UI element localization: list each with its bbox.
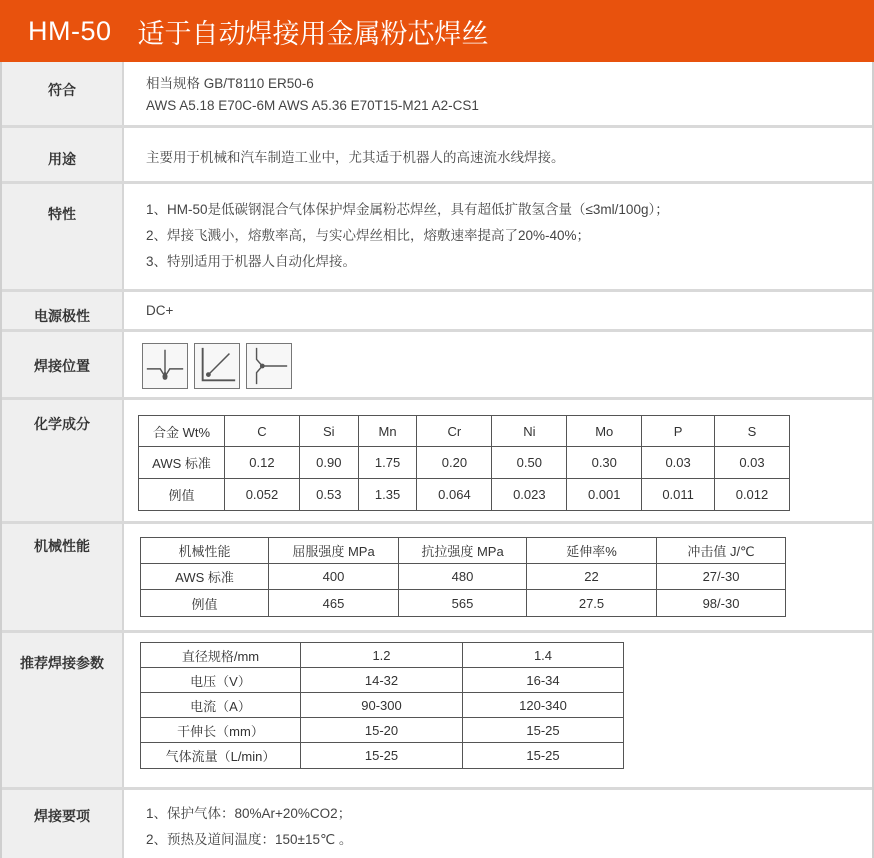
params-row — [141, 743, 624, 769]
label-position: 焊接位置 — [2, 332, 124, 397]
chem-cell: 0.03 — [714, 447, 789, 479]
features-line-2: 2、焊接飞溅小，熔敷率高，与实心焊丝相比，熔敷速率提高了20%-40%； — [146, 228, 591, 243]
param-cell: 气体流量（L/min） — [141, 743, 301, 769]
chem-cell: 0.023 — [492, 479, 567, 511]
chem-cell: 0.001 — [567, 479, 642, 511]
chem-header-cell: Mn — [358, 416, 417, 447]
row-mechanical — [2, 524, 872, 633]
notes-line-2: 2、预热及道间温度：150±15℃ 。 — [146, 832, 353, 847]
param-cell: 1.2 — [301, 643, 463, 668]
mech-header-cell: 屈服强度 MPa — [269, 538, 399, 564]
label-mechanical: 机械性能 — [2, 524, 124, 630]
mechanical-row — [141, 590, 786, 617]
mech-cell: 465 — [269, 590, 399, 617]
chem-cell: 0.30 — [567, 447, 642, 479]
params-row — [141, 668, 624, 693]
chem-header-cell: Mo — [567, 416, 642, 447]
param-cell: 电流（A） — [141, 693, 301, 718]
conform-line-1: 相当规格 GB/T8110 ER50-6 — [146, 76, 314, 91]
param-cell: 1.4 — [463, 643, 624, 668]
value-position — [124, 332, 872, 397]
chem-header-cell: Si — [299, 416, 358, 447]
value-mechanical — [124, 524, 872, 630]
conform-line-2: AWS A5.18 E70C-6M AWS A5.36 E70T15-M21 A2-CS1 — [146, 98, 479, 113]
row-conform — [2, 62, 872, 128]
param-cell: 120-340 — [463, 693, 624, 718]
polarity-line-1: DC+ — [146, 303, 174, 318]
param-cell: 16-34 — [463, 668, 624, 693]
chem-cell: 0.052 — [225, 479, 300, 511]
value-chemistry — [124, 400, 872, 521]
mech-cell: 98/-30 — [657, 590, 786, 617]
row-position — [2, 332, 872, 400]
params-row — [141, 643, 624, 668]
label-usage: 用途 — [2, 128, 124, 181]
param-cell: 15-25 — [463, 718, 624, 743]
label-features: 特性 — [2, 184, 124, 289]
mech-cell: 565 — [399, 590, 527, 617]
flat-weld-position-icon — [142, 343, 188, 389]
chem-cell: 0.011 — [642, 479, 715, 511]
param-cell: 直径规格/mm — [141, 643, 301, 668]
chem-cell: 例值 — [139, 479, 225, 511]
label-chemistry: 化学成分 — [2, 400, 124, 521]
params-row — [141, 693, 624, 718]
mech-cell: 480 — [399, 564, 527, 590]
params-row — [141, 718, 624, 743]
row-params — [2, 633, 872, 790]
chem-header-cell: Cr — [417, 416, 492, 447]
chemistry-row — [139, 479, 790, 511]
mech-header-cell: 冲击值 J/℃ — [657, 538, 786, 564]
row-notes — [2, 790, 872, 858]
param-cell: 15-25 — [301, 743, 463, 769]
value-polarity — [124, 292, 872, 329]
param-cell: 90-300 — [301, 693, 463, 718]
chem-cell: 1.75 — [358, 447, 417, 479]
mech-cell: AWS 标准 — [141, 564, 269, 590]
chem-cell: 1.35 — [358, 479, 417, 511]
spec-table — [0, 62, 874, 858]
value-notes — [124, 790, 872, 858]
chem-header-cell: Ni — [492, 416, 567, 447]
chem-header-cell: 合金 Wt% — [139, 416, 225, 447]
chem-cell: 0.50 — [492, 447, 567, 479]
mechanical-table — [140, 537, 786, 617]
value-features — [124, 184, 872, 289]
product-code: HM-50 — [28, 15, 112, 46]
params-table — [140, 642, 624, 769]
mech-cell: 27/-30 — [657, 564, 786, 590]
chemistry-table — [138, 415, 790, 511]
mech-header-cell: 机械性能 — [141, 538, 269, 564]
chem-cell: 0.012 — [714, 479, 789, 511]
row-features — [2, 184, 872, 292]
row-polarity — [2, 292, 872, 332]
chem-cell: AWS 标准 — [139, 447, 225, 479]
param-cell: 15-20 — [301, 718, 463, 743]
label-conform: 符合 — [2, 62, 124, 125]
chem-cell: 0.03 — [642, 447, 715, 479]
mechanical-row — [141, 564, 786, 590]
value-params — [124, 633, 872, 787]
label-notes: 焊接要项 — [2, 790, 124, 858]
chemistry-header-row — [139, 416, 790, 447]
chem-header-cell: P — [642, 416, 715, 447]
horizontal-fillet-position-icon — [194, 343, 240, 389]
mech-cell: 22 — [527, 564, 657, 590]
chem-header-cell: C — [225, 416, 300, 447]
label-polarity: 电源极性 — [2, 292, 124, 329]
mech-header-cell: 延伸率% — [527, 538, 657, 564]
chemistry-row — [139, 447, 790, 479]
mech-cell: 例值 — [141, 590, 269, 617]
param-cell: 干伸长（mm） — [141, 718, 301, 743]
row-chemistry — [2, 400, 872, 524]
value-conform — [124, 62, 872, 125]
row-usage — [2, 128, 872, 184]
param-cell: 15-25 — [463, 743, 624, 769]
page-header — [0, 0, 874, 62]
chem-cell: 0.90 — [299, 447, 358, 479]
chem-cell: 0.53 — [299, 479, 358, 511]
mech-cell: 400 — [269, 564, 399, 590]
label-params: 推荐焊接参数 — [2, 633, 124, 787]
chem-header-cell: S — [714, 416, 789, 447]
chem-cell: 0.12 — [225, 447, 300, 479]
chem-cell: 0.20 — [417, 447, 492, 479]
notes-line-1: 1、保护气体：80%Ar+20%CO2； — [146, 806, 352, 821]
horizontal-weld-position-icon — [246, 343, 292, 389]
mech-cell: 27.5 — [527, 590, 657, 617]
product-title: 适于自动焊接用金属粉芯焊丝 — [137, 18, 489, 49]
features-line-3: 3、特别适用于机器人自动化焊接。 — [146, 254, 357, 269]
value-usage — [124, 128, 872, 181]
mechanical-header-row — [141, 538, 786, 564]
param-cell: 14-32 — [301, 668, 463, 693]
features-line-1: 1、HM-50是低碳钢混合气体保护焊金属粉芯焊丝，具有超低扩散氢含量（≤3ml/100g）； — [146, 202, 669, 217]
chem-cell: 0.064 — [417, 479, 492, 511]
mech-header-cell: 抗拉强度 MPa — [399, 538, 527, 564]
param-cell: 电压（V） — [141, 668, 301, 693]
usage-line-1: 主要用于机械和汽车制造工业中，尤其适于机器人的高速流水线焊接。 — [146, 150, 565, 165]
